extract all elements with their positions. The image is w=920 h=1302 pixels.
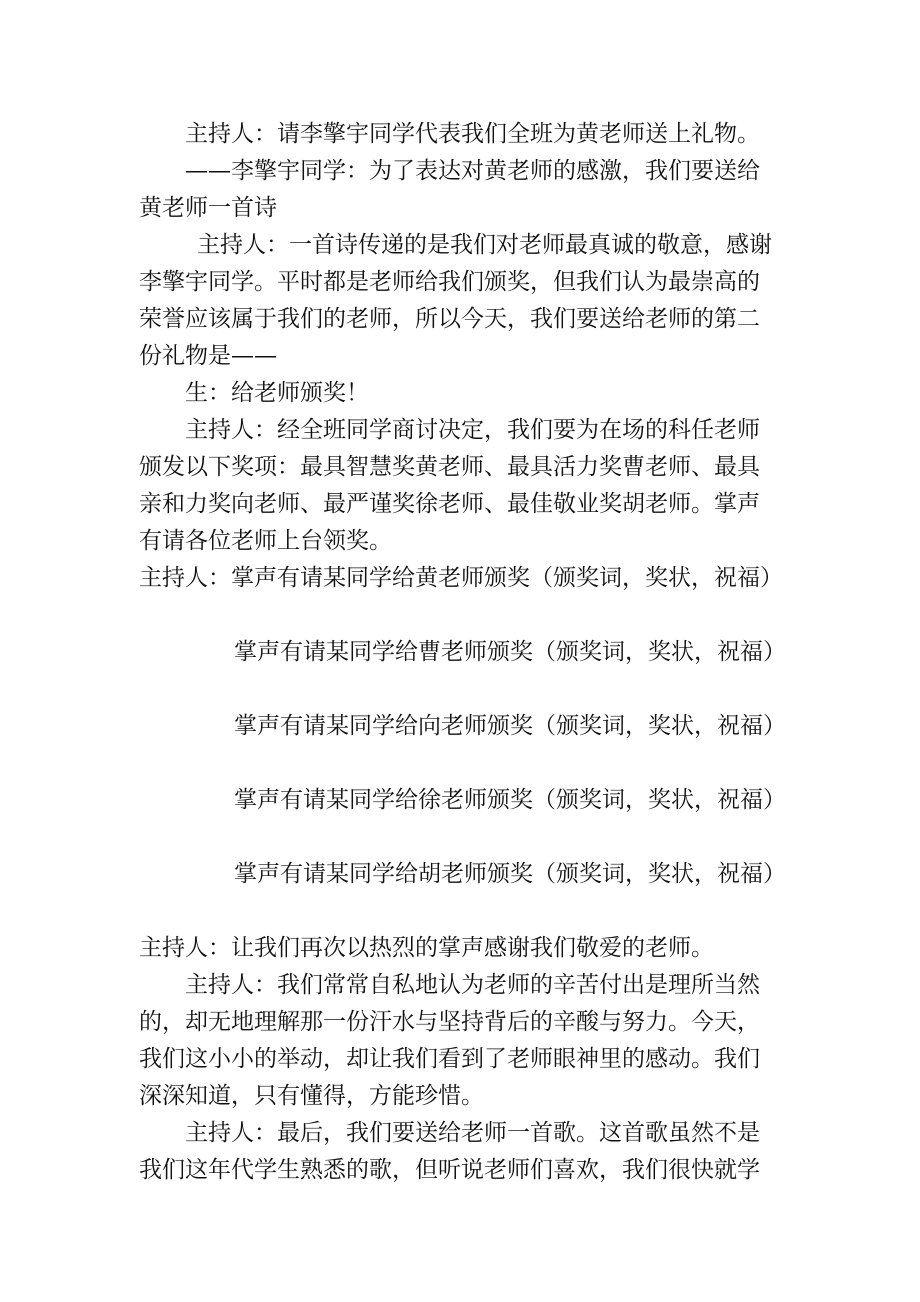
paragraph-host-second-gift: 主持人：一首诗传递的是我们对老师最真诚的敬意，感谢李擎宇同学。平时都是老师给我们颁奖，但我们认为最崇高的荣誉应该属于我们的老师，所以今天，我们要送给老师的第二份礼物是—— — [139, 232, 772, 369]
award-line-huang: 主持人：掌声有请某同学给黄老师颁奖（颁奖词，奖状，祝福） — [139, 565, 783, 591]
award-line-xiang: 掌声有请某同学给向老师颁奖（颁奖词，奖状，祝福） — [234, 713, 786, 739]
paragraph-host-song: 主持人：最后，我们要送给老师一首歌。这首歌虽然不是我们这年代学生熟悉的歌，但听说老师们喜欢，我们很快就学 — [139, 1120, 760, 1183]
paragraph-host-thanks: 主持人：让我们再次以热烈的掌声感谢我们敬爱的老师。 — [139, 935, 714, 961]
paragraph-student-poem: ——李擎宇同学：为了表达对黄老师的感激，我们要送给黄老师一首诗 — [139, 158, 760, 221]
paragraph-host-invite-gift: 主持人：请李擎宇同学代表我们全班为黄老师送上礼物。 — [185, 121, 760, 147]
paragraph-students-award: 生：给老师颁奖！ — [185, 380, 369, 406]
award-line-cao: 掌声有请某同学给曹老师颁奖（颁奖词，奖状，祝福） — [234, 639, 786, 665]
award-line-xu: 掌声有请某同学给徐老师颁奖（颁奖词，奖状，祝福） — [234, 787, 786, 813]
paragraph-host-reflection: 主持人：我们常常自私地认为老师的辛苦付出是理所当然的，却无地理解那一份汗水与坚持背后的辛酸与努力。今天，我们这小小的举动，却让我们看到了老师眼神里的感动。我们深深知道，只有懂得，方能珍惜。 — [139, 972, 760, 1109]
award-line-hu: 掌声有请某同学给胡老师颁奖（颁奖词，奖状，祝福） — [234, 861, 786, 887]
paragraph-host-award-list: 主持人：经全班同学商讨决定，我们要为在场的科任老师颁发以下奖项：最具智慧奖黄老师、最具活力奖曹老师、最具亲和力奖向老师、最严谨奖徐老师、最佳敬业奖胡老师。掌声有请各位老师上台领奖。 — [139, 417, 760, 554]
